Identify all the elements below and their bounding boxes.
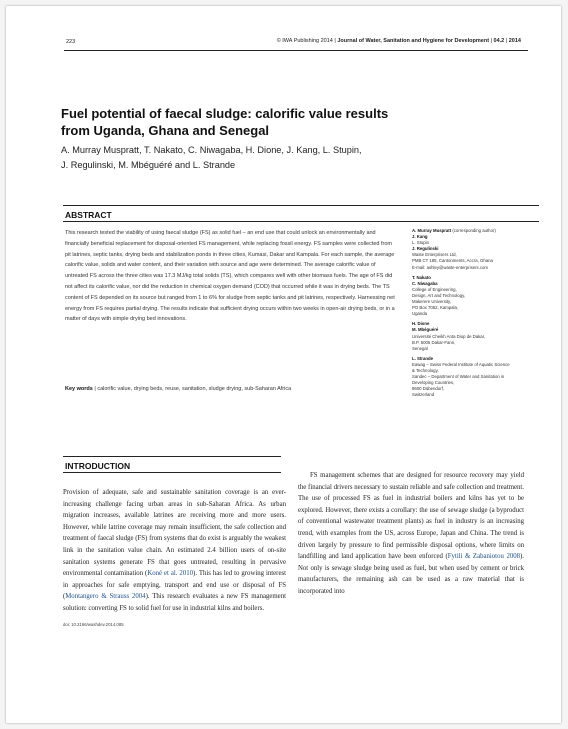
affiliation-line: Sandec – Department of Water and Sanitation in	[412, 374, 505, 380]
body-text: ). This has led to growing interest in approaches for safe emptying, transport and end use or disposal of FS (	[63, 570, 286, 601]
affiliation-author: J. Regulinski	[412, 246, 439, 252]
affiliation-email: E-mail: ashley@waste-enterprisers.com	[412, 264, 488, 270]
doi-footer: doi: 10.2166/washdev.2014.085	[63, 622, 124, 627]
affiliation-author: M. Mbéguéré	[412, 327, 439, 333]
citation-link[interactable]: Fytili & Zabaniotou 2008	[447, 553, 521, 561]
keywords-list: calorific value, drying beds, reuse, sanitation, sludge drying, sub-Saharan Africa	[97, 386, 292, 392]
introduction-heading: INTRODUCTION	[65, 461, 131, 471]
affiliation-line: Developing Countries,	[412, 380, 455, 386]
abstract-text: This research tested the viability of using faecal sludge (FS) as solid fuel – an end use that could unlock an environmentally and financially beneficial replacement for disposal-oriented FS management, while replacing fossil energy. FS samples were collected from pit latrines, septic tanks, drying beds and stabilization ponds in three cities, Kumasi, Dakar and Kampala. For each sample, the average calorific value, solids and water content, and their variation with source and age were determined. The average calorific value of untreated FS across the three cities was 17.3 MJ/kg total solids (TS), which compares well with other biomass fuels. The age of FS did not affect its calorific value, nor did the reduction in chemical oxygen demand (COD) that occurred while it was in drying beds. The TS content of FS depended on its source but ranged from 1 to 6% for sludge from septic tanks and pit latrines, respectively. Harnessing net energy from FS requires partial drying. The results indicate that sufficient drying occurs within two weeks in open-air drying beds, or in a matter of days with simple drying bed innovations.	[65, 230, 395, 323]
introduction-bottom-rule	[63, 472, 281, 473]
affiliation-author: J. Kang	[412, 234, 428, 240]
keywords-label: Key words	[65, 386, 93, 392]
affiliation-line: & Technology,	[412, 367, 439, 373]
author-list	[61, 143, 441, 173]
affiliation-line: Design, Art and Technology,	[412, 292, 466, 298]
affiliation-line: 8600 Dübendorf,	[412, 386, 445, 392]
body-text: Provision of adequate, safe and sustainable sanitation coverage is an ever-increasing challenge facing urban areas in sub-Saharan Africa. As urban migration increases, available latrines are receiving more and more users. However, while latrine coverage may remain insufficient, the safe collection and treatment of faecal sludge (FS) from systems that do exist is arguably the weakest link in the sanitation value chain. An estimated 2.4 billion users of on-site sanitation systems generate FS that goes untreated, resulting in pervasive environmental contamination (	[63, 489, 286, 578]
paper-title	[61, 105, 421, 139]
body-text: FS management schemes that are designed for resource recovery may yield the financial drivers necessary to sustain reliable and safe collection and treatment. The use of processed FS as fuel in industrial boilers and kilns has yet to be explored. However, there exists a corollary: the use of sewage sludge (a byproduct of conventional wastewater treatment plants) as fuel in industry is an increasing trend, with examples from the US, across Europe, Japan and China. The trend is driven largely by pressure to find permissible disposal options, where limits on landfilling and land application have been enforced (	[298, 472, 524, 561]
affiliation-line: Switzerland	[412, 392, 435, 398]
affiliation-line: Senegal	[412, 345, 428, 351]
title-line-2: from Uganda, Ghana and Senegal	[61, 123, 270, 138]
introduction-column-2	[298, 470, 524, 598]
abstract-top-rule	[63, 205, 539, 206]
affiliation-line: Uganda	[412, 311, 428, 317]
affiliations	[412, 228, 540, 402]
affiliation-block	[412, 275, 540, 318]
header-separator: |	[505, 38, 509, 44]
corresponding-note: (corresponding author)	[451, 228, 496, 233]
affiliation-author: A. Murray Muspratt	[412, 228, 452, 233]
abstract-heading: ABSTRACT	[65, 210, 112, 220]
introduction-column-1	[63, 487, 286, 615]
running-header	[277, 38, 521, 44]
keywords-separator: |	[94, 386, 98, 392]
title-line-1: Fuel potential of faecal sludge: calorific value results	[61, 106, 389, 121]
affiliation-author: L. Strande	[412, 355, 434, 361]
affiliation-line: Makerere University,	[412, 299, 452, 305]
affiliation-block	[412, 228, 540, 271]
affiliation-block	[412, 321, 540, 351]
affiliation-author: H. Dione	[412, 321, 430, 327]
issue-number: 04.2	[493, 38, 505, 44]
paper-page	[6, 6, 561, 723]
body-text: ). This research evaluates a new FS management solution: converting FS to solid fuel for use in industrial kilns and boilers.	[63, 593, 286, 612]
header-separator: |	[334, 38, 338, 44]
body-text: ). Not only is sewage sludge being used as fuel, but when used by cement or brick manufacturers, the remaining ash can be used as a raw material that is incorporated into	[298, 553, 525, 595]
affiliation-line: PO Box 7062, Kampala,	[412, 305, 459, 311]
publisher: © IWA Publishing 2014	[276, 38, 333, 44]
affiliation-line: Université Cheikh Anta Diop de Dakar,	[412, 333, 486, 339]
affiliation-author: C. Niwagaba	[412, 280, 438, 286]
keywords	[65, 386, 397, 392]
issue-year: 2014	[508, 38, 521, 44]
header-separator: |	[490, 38, 494, 44]
page-number: 223	[66, 39, 76, 45]
citation-link[interactable]: Montangero & Strauss 2004	[65, 593, 146, 601]
header-rule	[64, 50, 528, 51]
introduction-top-rule	[63, 456, 281, 457]
affiliation-line: PMB CT 185, Cantonments, Accra, Ghana	[412, 258, 493, 264]
affiliation-line: Waste Enterprisers Ltd,	[412, 252, 457, 258]
affiliation-author: L. Stupin	[412, 240, 429, 246]
affiliation-line: College of Engineering,	[412, 286, 457, 292]
citation-link[interactable]: Koné et al. 2010	[147, 570, 194, 578]
abstract-bottom-rule	[63, 221, 539, 222]
affiliation-line: B.P. 5005 Dakar-Fann,	[412, 339, 456, 345]
authors-line-1: A. Murray Muspratt, T. Nakato, C. Niwagaba, H. Dione, J. Kang, L. Stupin,	[61, 145, 362, 155]
affiliation-block	[412, 356, 540, 399]
authors-line-2: J. Regulinski, M. Mbéguéré and L. Strande	[61, 160, 236, 170]
journal-name: Journal of Water, Sanitation and Hygiene for Development	[337, 38, 490, 44]
affiliation-line: Eawag – Swiss Federal Institute of Aquatic Science	[412, 361, 510, 367]
affiliation-author: T. Nakato	[412, 274, 431, 280]
